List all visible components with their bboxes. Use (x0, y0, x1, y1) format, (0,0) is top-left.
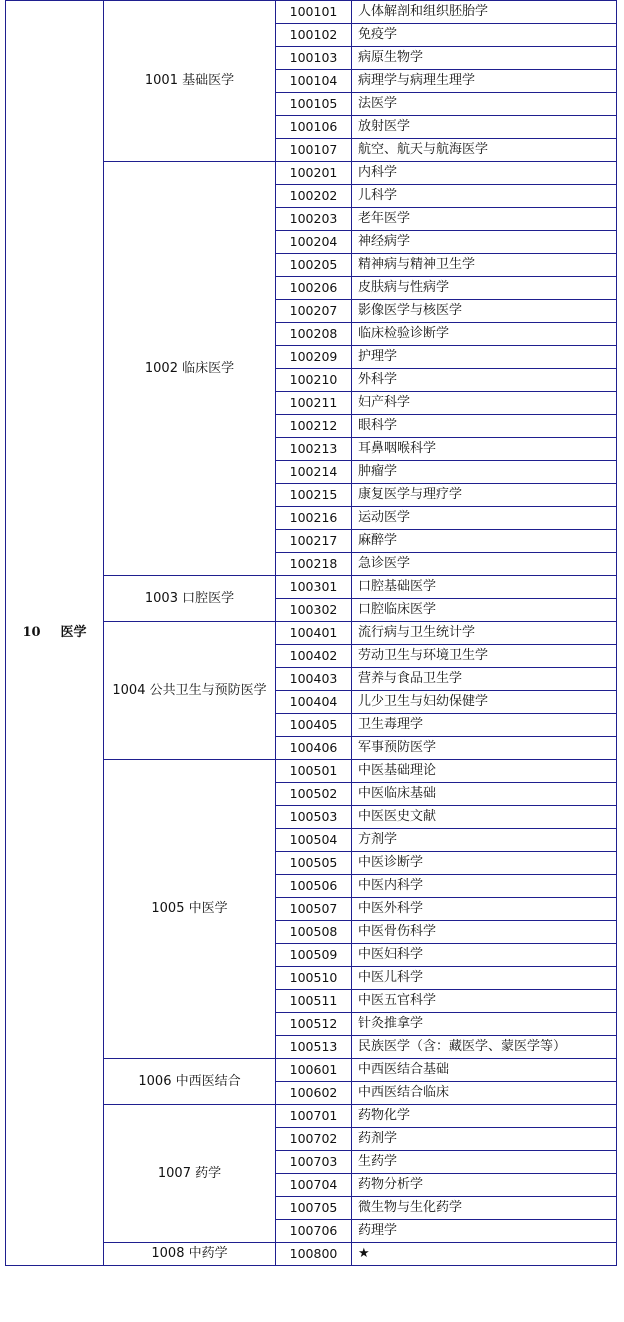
subject-name: 法医学 (352, 93, 617, 116)
subject-code: 100701 (276, 1105, 352, 1128)
star-icon: ★ (352, 1243, 617, 1266)
subject-name: 神经病学 (352, 231, 617, 254)
subject-name: 护理学 (352, 346, 617, 369)
category-cell (6, 1, 104, 1266)
subject-code: 100508 (276, 921, 352, 944)
subject-name: 民族医学（含：藏医学、蒙医学等） (352, 1036, 617, 1059)
subject-name: 眼科学 (352, 415, 617, 438)
subject-code: 100102 (276, 24, 352, 47)
subject-code: 100301 (276, 576, 352, 599)
subject-code: 100501 (276, 760, 352, 783)
subject-code: 100209 (276, 346, 352, 369)
subject-code: 100403 (276, 668, 352, 691)
subject-catalog-table (5, 0, 617, 1266)
subject-name: 临床检验诊断学 (352, 323, 617, 346)
subject-name: 急诊医学 (352, 553, 617, 576)
subject-name: 针灸推拿学 (352, 1013, 617, 1036)
subject-code: 100602 (276, 1082, 352, 1105)
subject-code: 100509 (276, 944, 352, 967)
subject-name: 影像医学与核医学 (352, 300, 617, 323)
subject-code: 100506 (276, 875, 352, 898)
subject-name: 妇产科学 (352, 392, 617, 415)
subject-name: 康复医学与理疗学 (352, 484, 617, 507)
subcategory-label: 1004 公共卫生与预防医学 (104, 622, 276, 760)
subject-code: 100406 (276, 737, 352, 760)
subject-code: 100507 (276, 898, 352, 921)
subject-code: 100401 (276, 622, 352, 645)
table-body (6, 1, 617, 1266)
subject-code: 100512 (276, 1013, 352, 1036)
subject-name: 病原生物学 (352, 47, 617, 70)
subject-code: 100211 (276, 392, 352, 415)
subject-code: 100404 (276, 691, 352, 714)
subject-name: 麻醉学 (352, 530, 617, 553)
subject-name: 药物分析学 (352, 1174, 617, 1197)
subject-name: 口腔临床医学 (352, 599, 617, 622)
subject-name: 中医医史文献 (352, 806, 617, 829)
subject-name: 中医骨伤科学 (352, 921, 617, 944)
subject-code: 100503 (276, 806, 352, 829)
subject-name: 人体解剖和组织胚胎学 (352, 1, 617, 24)
subject-code: 100511 (276, 990, 352, 1013)
subject-name: 营养与食品卫生学 (352, 668, 617, 691)
subject-name: 耳鼻咽喉科学 (352, 438, 617, 461)
subject-name: 内科学 (352, 162, 617, 185)
subject-name: 病理学与病理生理学 (352, 70, 617, 93)
subcategory-label: 1005 中医学 (104, 760, 276, 1059)
subject-name: 老年医学 (352, 208, 617, 231)
subject-name: 生药学 (352, 1151, 617, 1174)
subcategory-label: 1002 临床医学 (104, 162, 276, 576)
subject-code: 100705 (276, 1197, 352, 1220)
category-code: 10 (22, 625, 41, 640)
subject-name: 微生物与生化药学 (352, 1197, 617, 1220)
subject-code: 100800 (276, 1243, 352, 1266)
subject-code: 100107 (276, 139, 352, 162)
subject-code: 100218 (276, 553, 352, 576)
subject-code: 100402 (276, 645, 352, 668)
subject-code: 100104 (276, 70, 352, 93)
subject-name: 流行病与卫生统计学 (352, 622, 617, 645)
subject-code: 100405 (276, 714, 352, 737)
subject-name: 儿少卫生与妇幼保健学 (352, 691, 617, 714)
subject-name: 皮肤病与性病学 (352, 277, 617, 300)
subject-code: 100203 (276, 208, 352, 231)
subject-code: 100216 (276, 507, 352, 530)
subject-code: 100217 (276, 530, 352, 553)
subject-name: 中医儿科学 (352, 967, 617, 990)
subject-name: 儿科学 (352, 185, 617, 208)
subject-name: 药理学 (352, 1220, 617, 1243)
subject-code: 100502 (276, 783, 352, 806)
subject-code: 100206 (276, 277, 352, 300)
subject-name: 免疫学 (352, 24, 617, 47)
subject-name: 中医五官科学 (352, 990, 617, 1013)
subject-code: 100202 (276, 185, 352, 208)
subject-name: 口腔基础医学 (352, 576, 617, 599)
subject-code: 100213 (276, 438, 352, 461)
subject-code: 100105 (276, 93, 352, 116)
subject-name: 卫生毒理学 (352, 714, 617, 737)
subject-name: 航空、航天与航海医学 (352, 139, 617, 162)
subject-name: 中医诊断学 (352, 852, 617, 875)
subject-name: 中医内科学 (352, 875, 617, 898)
subject-code: 100214 (276, 461, 352, 484)
subject-code: 100212 (276, 415, 352, 438)
subject-code: 100208 (276, 323, 352, 346)
subject-name: 放射医学 (352, 116, 617, 139)
subject-code: 100106 (276, 116, 352, 139)
subject-code: 100207 (276, 300, 352, 323)
subject-name: 精神病与精神卫生学 (352, 254, 617, 277)
subject-name: 肿瘤学 (352, 461, 617, 484)
subject-name: 药剂学 (352, 1128, 617, 1151)
subject-code: 100513 (276, 1036, 352, 1059)
subject-name: 中西医结合临床 (352, 1082, 617, 1105)
subject-code: 100706 (276, 1220, 352, 1243)
subject-code: 100704 (276, 1174, 352, 1197)
subject-code: 100205 (276, 254, 352, 277)
subject-code: 100101 (276, 1, 352, 24)
subject-name: 药物化学 (352, 1105, 617, 1128)
subject-code: 100215 (276, 484, 352, 507)
subject-code: 100703 (276, 1151, 352, 1174)
subject-name: 中西医结合基础 (352, 1059, 617, 1082)
subject-code: 100601 (276, 1059, 352, 1082)
subject-name: 中医妇科学 (352, 944, 617, 967)
table-row (6, 1, 617, 24)
subcategory-label: 1006 中西医结合 (104, 1059, 276, 1105)
subject-name: 中医临床基础 (352, 783, 617, 806)
subject-name: 外科学 (352, 369, 617, 392)
subject-name: 劳动卫生与环境卫生学 (352, 645, 617, 668)
subject-code: 100702 (276, 1128, 352, 1151)
subject-code: 100504 (276, 829, 352, 852)
subcategory-label: 1003 口腔医学 (104, 576, 276, 622)
subject-code: 100204 (276, 231, 352, 254)
subject-code: 100510 (276, 967, 352, 990)
category-name: 医学 (60, 625, 87, 640)
subject-name: 军事预防医学 (352, 737, 617, 760)
subcategory-label: 1008 中药学 (104, 1243, 276, 1266)
subject-name: 中医基础理论 (352, 760, 617, 783)
subject-code: 100210 (276, 369, 352, 392)
subcategory-label: 1007 药学 (104, 1105, 276, 1243)
subject-name: 中医外科学 (352, 898, 617, 921)
subject-name: 运动医学 (352, 507, 617, 530)
subject-code: 100505 (276, 852, 352, 875)
subject-code: 100103 (276, 47, 352, 70)
subcategory-label: 1001 基础医学 (104, 1, 276, 162)
subject-code: 100201 (276, 162, 352, 185)
subject-code: 100302 (276, 599, 352, 622)
subject-name: 方剂学 (352, 829, 617, 852)
